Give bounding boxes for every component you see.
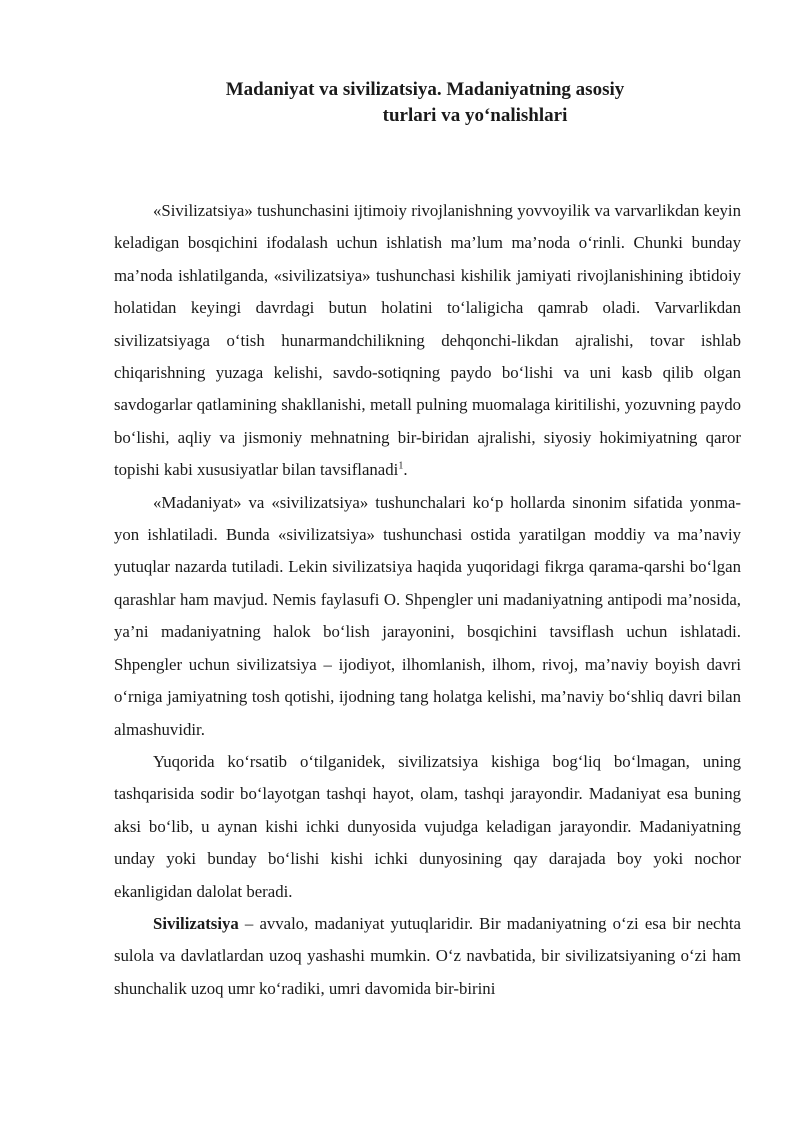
paragraph-1 — [114, 195, 741, 487]
paragraph-2 — [114, 487, 741, 746]
paragraph-2-text: «Madaniyat» va «sivilizatsiya» tushunchalari ko‘p hollarda sinonim sifatida yonma-yon ishlatiladi. Bunda «sivilizatsiya» tushunchasi ostida yaratilgan moddiy va ma’naviy yutuqlar nazarda tutiladi. Lekin sivilizatsiya haqida yuqoridagi fikrga qarama-qarshi bo‘lgan qarashlar ham mavjud. Nemis faylasufi O. Shpengler uni madaniyatning antipodi ma’nosida, ya’ni madaniyatning halok bo‘lish jarayonini, bosqichini tavsiflash uchun ishlatadi. Shpengler uchun sivilizatsiya – ijodiyot, ilhomlanish, ilhom, rivoj, ma’naviy boyish davri o‘rniga jamiyatning tosh qotishi, ijodning tang holatga kelishi, ma’naviy bo‘shliq davri bilan almashuvidir. — [114, 492, 741, 739]
body-text — [114, 195, 741, 1005]
paragraph-1-text: «Sivilizatsiya» tushunchasini ijtimoiy rivojlanishning yovvoyilik va varvarlikdan keyin keladigan bosqichini ifodalash uchun ishlatish ma’lum ma’noda o‘rinli. Chunki bunday ma’noda ishlatilganda, «sivilizatsiya» tushunchasi kishilik jamiyati rivojlanishining ibtidoiy holatidan keyingi davrdagi butun holatini to‘laligicha qamrab oladi. Varvarlikdan sivilizatsiyaga o‘tish hunarmandchilikning dehqonchi-likdan ajralishi, tovar ishlab chiqarishning yuzaga kelishi, savdo-sotiqning paydo bo‘lishi va uni kasb qilib olgan savdogarlar qatlamining shakllanishi, metall pulning muomalaga kiritilishi, yozuvning paydo bo‘lishi, aqliy va jismoniy mehnatning bir-biridan ajralishi, siyosiy hokimiyatning qaror topishi kabi xususiyatlar bilan tavsiflanadi — [114, 201, 741, 480]
paragraph-4-term: Sivilizatsiya — [153, 913, 239, 933]
page-title — [110, 77, 740, 129]
title-line-2: turlari va yo‘nalishlari — [382, 105, 568, 126]
paragraph-4-text: – avvalo, madaniyat yutuqlaridir. Bir madaniyatning o‘zi esa bir nechta sulola va davlatlardan uzoq yashashi mumkin. O‘z navbatida, bir sivilizatsiyaning o‘zi ham shunchalik uzoq umr ko‘radiki, umri davomida bir-birini — [114, 913, 741, 998]
footnote-ref[interactable]: 1 — [398, 460, 404, 472]
paragraph-1-tail: . — [403, 460, 408, 480]
paragraph-4 — [114, 908, 741, 1005]
paragraph-3-text: Yuqorida ko‘rsatib o‘tilganidek, sivilizatsiya kishiga bog‘liq bo‘lmagan, uning tashqarisida sodir bo‘layotgan tashqi hayot, olam, tashqi jarayondir. Madaniyat esa buning aksi bo‘lib, u aynan kishi ichki dunyosida vujudga keladigan jarayondir. Madaniyatning unday yoki bunday bo‘lishi kishi ichki dunyosining qay darajada boy yoki nochor ekanligidan dalolat beradi. — [114, 751, 741, 901]
title-line-1: Madaniyat va sivilizatsiya. Madaniyatning asosiy — [225, 79, 625, 100]
paragraph-3 — [114, 746, 741, 908]
